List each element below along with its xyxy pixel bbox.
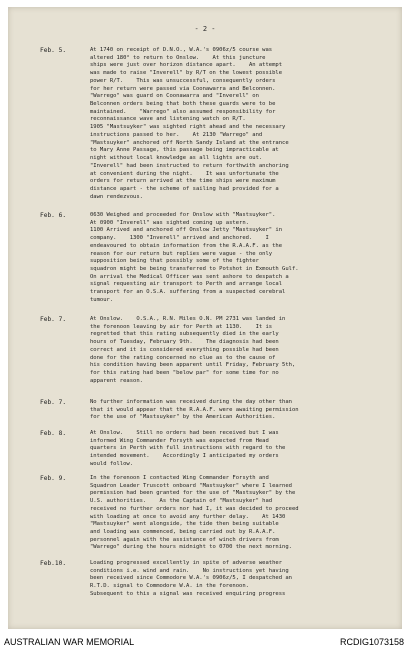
entry-text [90,560,386,599]
entry-line: instructions passed to her. At 2130 "Warrego" and [90,131,263,138]
entry-line: signal requesting air transport to Perth and arrange local [90,281,283,288]
archive-name: AUSTRALIAN WAR MEMORIAL [4,637,135,647]
entry-text [90,47,386,201]
entry-date: Feb. 7. [40,316,67,323]
entry-line: was made to raise "Inverell" by R/T on the lowest possible [90,70,283,77]
entry-line: supposition being that possibly some of the fighter [90,258,259,265]
entry-line: orders for return arrived at the time ships were maximum [90,178,276,185]
entry-line: 0630 Weighed and proceeded for Onslow with "Mastsuyker". [90,212,276,218]
entry-line: personnel again with the assistance of winch drivers from [90,536,279,543]
entry-text [90,475,386,552]
entry-line: At Onslow. Still no orders had been received but I was [90,430,279,436]
entry-line: that it would appear that the R.A.A.F. were awaiting permission [90,406,299,413]
entry-line: with loading at once to avoid any further delay. At 1430 [90,513,286,520]
entry-line: conditions i.e. wind and rain. No instructions yet having [90,567,289,574]
entry-line: U.S. authorities. As the Captain of "Mastsuyker" had [90,498,273,505]
entry-line: regretted that this rating subsequently died in the early [90,331,279,338]
entry-line: "Warrego" was guard on Coonawarra and "Inverell" on [90,93,259,100]
entry-line: maintained. "Warrego" also assumed responsibility for [90,108,276,115]
entry-line: would follow. [90,460,134,467]
entry-line: "Mastsuyker" anchored off North Sandy Island at the entrance [90,139,289,146]
entry-date: Feb. 7. [40,399,67,406]
entry-line: "Inverell" had been instructed to return forthwith anchoring [90,162,289,169]
entry-line: to Mary Anne Passage, this passage being impracticable at [90,147,279,154]
entry-line: At Onslow. O.S.A., R.N. Miles O.N. PM 2731 was landed in [90,316,286,322]
entry-line: and loading was commenced, being carried out by R.A.A.F. [90,529,276,536]
entry-line: tumour. [90,296,114,303]
entry-line: quarters in Perth with full instructions with regard to the [90,445,286,452]
entry-line: informed Wing Commander Forsyth was expected from Head [90,437,269,444]
entry-line: done for the rating concerned no clue as to the cause of [90,354,276,361]
entry-date: Feb. 8. [40,430,67,437]
entry-date: Feb. 9. [40,475,67,482]
entry-line: Subsequent to this a signal was received enquiring progress [90,590,286,597]
entry-line: reason for our return but replies were vague - the only [90,250,273,257]
entry-text [90,212,386,305]
document-page [8,7,402,629]
entry-line: ships were just over horizon distance apart. An attempt [90,62,283,69]
entry-line: Belconnen orders being that both these guards were to be [90,101,276,108]
entry-line: reconnaissance wave and listening watch on R/T. [90,116,246,123]
entry-line: endeavoured to obtain information from the R.A.A.F. as the [90,242,283,249]
entry-line: night without local knowledge as all lights are out. [90,155,263,162]
entry-line: for the use of "Mastsuyker" by the American Authorities. [90,414,276,421]
entry-text [90,399,386,422]
entry-line: 1905 "Mastsuyker" was sighted right ahead and the necessary [90,124,286,131]
entry-line: On arrival the Medical Officer was sent ashore to despatch a [90,273,289,280]
entry-line: transport for an O.S.A. suffering from a suspected cerebral [90,289,286,296]
entry-line: distance apart - the scheme of sailing had provided for a [90,185,279,192]
entry-line: been received since Commodore W.A.'s 0906z/5, I despatched an [90,575,292,582]
entry-line: At 0900 "Inverell" was sighted coming up astern. [90,219,249,226]
entry-line: intended movement. Accordingly I anticipated my orders [90,453,279,460]
entry-line: for her return were passed via Coonawarra and Belconnen. [90,85,276,92]
entry-date: Feb.10. [40,560,67,567]
entry-line: permission had been granted for the use of "Mastsuyker" by the [90,490,296,497]
entry-line: At 1740 on receipt of D.N.O., W.A.'s 0906z/5 course was [90,47,273,53]
entry-line: received no further orders nor had I, it was decided to proceed [90,505,299,512]
entry-line: "Mastsuyker" went alongside, the tide then being suitable [90,521,279,528]
archive-footer [0,633,410,653]
entry-line: at convenient during the night. It was unfortunate the [90,170,279,177]
entry-line: apparent reason. [90,377,143,384]
entry-line: hours of Tuesday, February 9th. The diagnosis had been [90,339,279,346]
entry-line: In the forenoon I contacted Wing Commander Forsyth and [90,475,269,481]
entry-line: squadron might be being transferred to Potshot in Exmouth Gulf. [90,266,299,273]
entry-line: correct and it is considered everything possible had been [90,346,279,353]
entry-date: Feb. 6. [40,212,67,219]
entry-line: Loading progressed excellently in spite of adverse weather [90,560,283,566]
entry-line: dawn rendezvous. [90,193,143,200]
entry-line: altered 180° to return to Onslow. At this juncture [90,54,266,61]
entry-text [90,430,386,469]
entry-line: for this rating had been "below par" for some time for no [90,370,279,377]
entry-line: R.T.D. signal to Commodore W.A. in the forenoon. [90,583,249,590]
entry-line: Squadron Leader Truscott onboard "Mastsuyker" where I learned [90,482,292,489]
entry-date: Feb. 5. [40,47,67,54]
page-number: - 2 - [194,25,216,33]
record-id: RCDIG1073158 [339,637,404,647]
entry-line: the forenoon leaving by air for Perth at 1130. It is [90,323,273,330]
entry-line: power R/T. This was unsuccessful, consequently orders [90,77,276,84]
entry-line: 1100 Arrived and anchored off Onslow Jetty "Mastsuyker" in [90,227,283,234]
entry-line: "Warrego" during the hours midnight to 0700 the next morning. [90,544,292,551]
entry-line: No further information was received during the day other than [90,399,292,405]
entry-line: company. 1300 "Inverell" arrived and anchored. I [90,235,269,242]
entry-line: his condition having been apparent until Friday, February 5th, [90,362,296,369]
entry-text [90,316,386,385]
